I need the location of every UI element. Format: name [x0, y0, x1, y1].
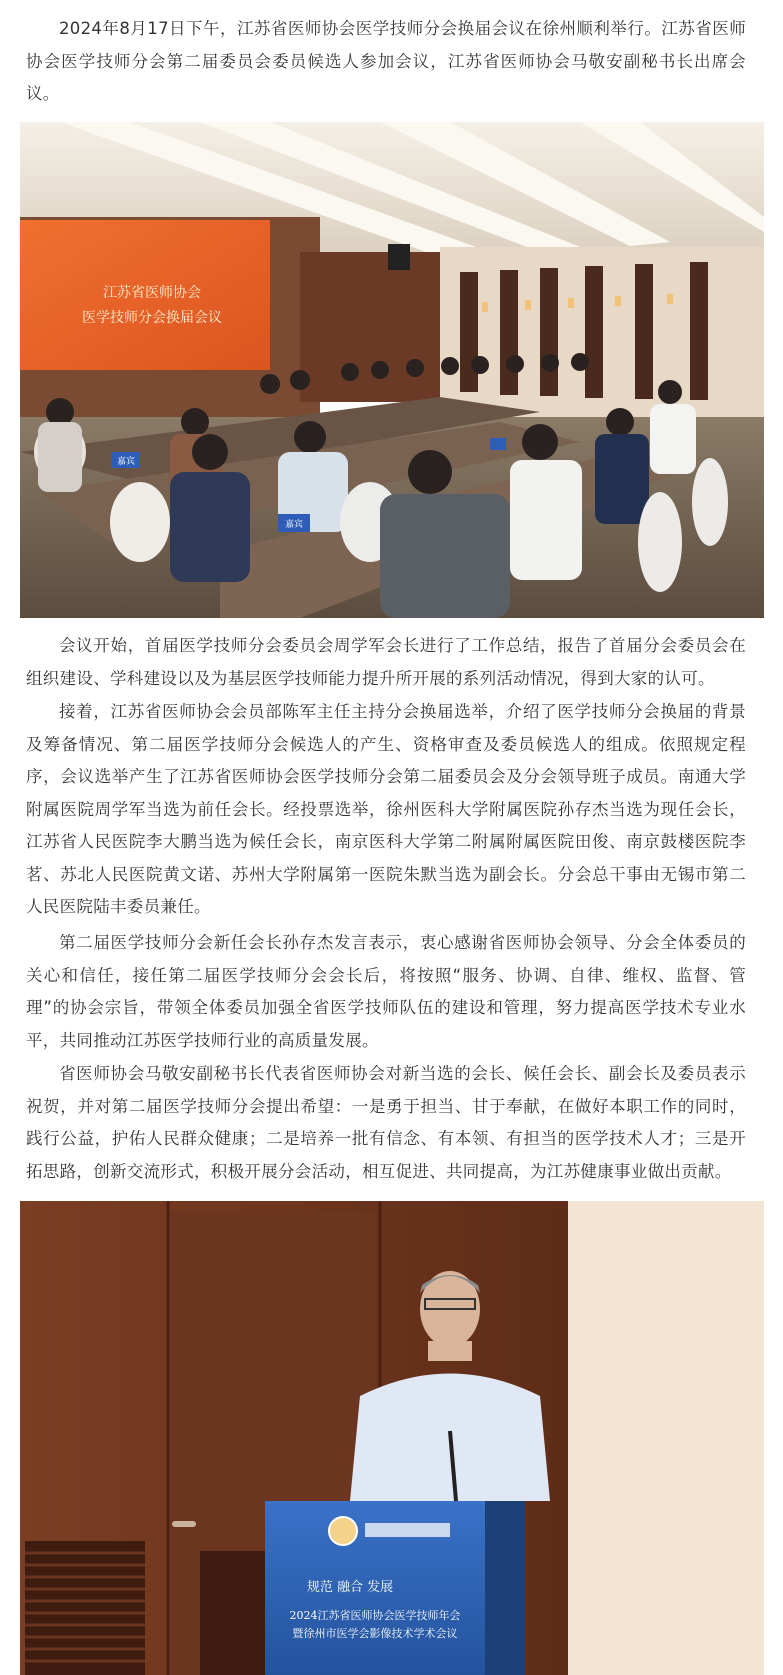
article-paragraph-3: 接着，江苏省医师协会会员部陈军主任主持分会换届选举，介绍了医学技师分会换届的背景及筹备情况、第二届医学技师分会候选人的产生、资格审查及委员候选人的组成。依照规定程序，会议选举产生了江苏省医师协会医学技师分会第二届委员会及分会领导班子成员。南通大学附属医院周学军当选为前任会长。经投票选举，徐州医科大学附属医院孙存杰当选为现任会长，江苏省人民医院李大鹏当选为候任会长，南京医科大学第二附属附属医院田俊、南京鼓楼医院李茗、苏北人民医院黄文诺、苏州大学附属第一医院朱默当选为副会长。分会总干事由无锡市第二人民医院陆丰委员兼任。 — [26, 702, 746, 916]
nameplate-label-2: 嘉宾 — [284, 520, 304, 530]
speaker-podium-photo — [20, 1201, 764, 1675]
nameplate-label-1: 嘉宾 — [116, 457, 136, 467]
podium-slogan: 规范 融合 发展 — [306, 1580, 394, 1595]
article-paragraph-5: 省医师协会马敬安副秘书长代表省医师协会对新当选的会长、候任会长、副会长及委员表示祝贺，并对第二届医学技师分会提出希望：一是勇于担当、甘于奉献，在做好本职工作的同时，践行公益，护佑人民群众健康；二是培养一批有信念、有本领、有担当的医学技术人才；三是开拓思路，创新交流形式，积极开展分会活动，相互促进、共同提高，为江苏健康事业做出贡献。 — [26, 1064, 746, 1181]
podium-title-line-2: 暨徐州市医学会影像技术学术会议 — [292, 1627, 458, 1640]
screen-title-line-1: 江苏省医师协会 — [103, 285, 201, 301]
article-paragraph-1: 2024年8月17日下午，江苏省医师协会医学技师分会换届会议在徐州顺利举行。江苏省医师协会医学技师分会第二届委员会委员候选人参加会议，江苏省医师协会马敬安副秘书长出席会议。 — [26, 19, 746, 103]
screen-title-line-2: 医学技师分会换届会议 — [82, 310, 222, 326]
meeting-hall-photo — [20, 122, 764, 618]
podium-title-line-1: 2024江苏省医师协会医学技师年会 — [289, 1609, 461, 1622]
article-paragraph-4: 第二届医学技师分会新任会长孙存杰发言表示，衷心感谢省医师协会领导、分会全体委员的关心和信任，接任第二届医学技师分会会长后，将按照“服务、协调、自律、维权、监督、管理”的协会宗旨，带领全体委员加强全省医学技师队伍的建设和管理，努力提高医学技术专业水平，共同推动江苏医学技师行业的高质量发展。 — [26, 933, 746, 1050]
article-paragraph-2: 会议开始，首届医学技师分会委员会周学军会长进行了工作总结，报告了首届分会委员会在组织建设、学科建设以及为基层医学技师能力提升所开展的系列活动情况，得到大家的认可。 — [26, 636, 746, 688]
